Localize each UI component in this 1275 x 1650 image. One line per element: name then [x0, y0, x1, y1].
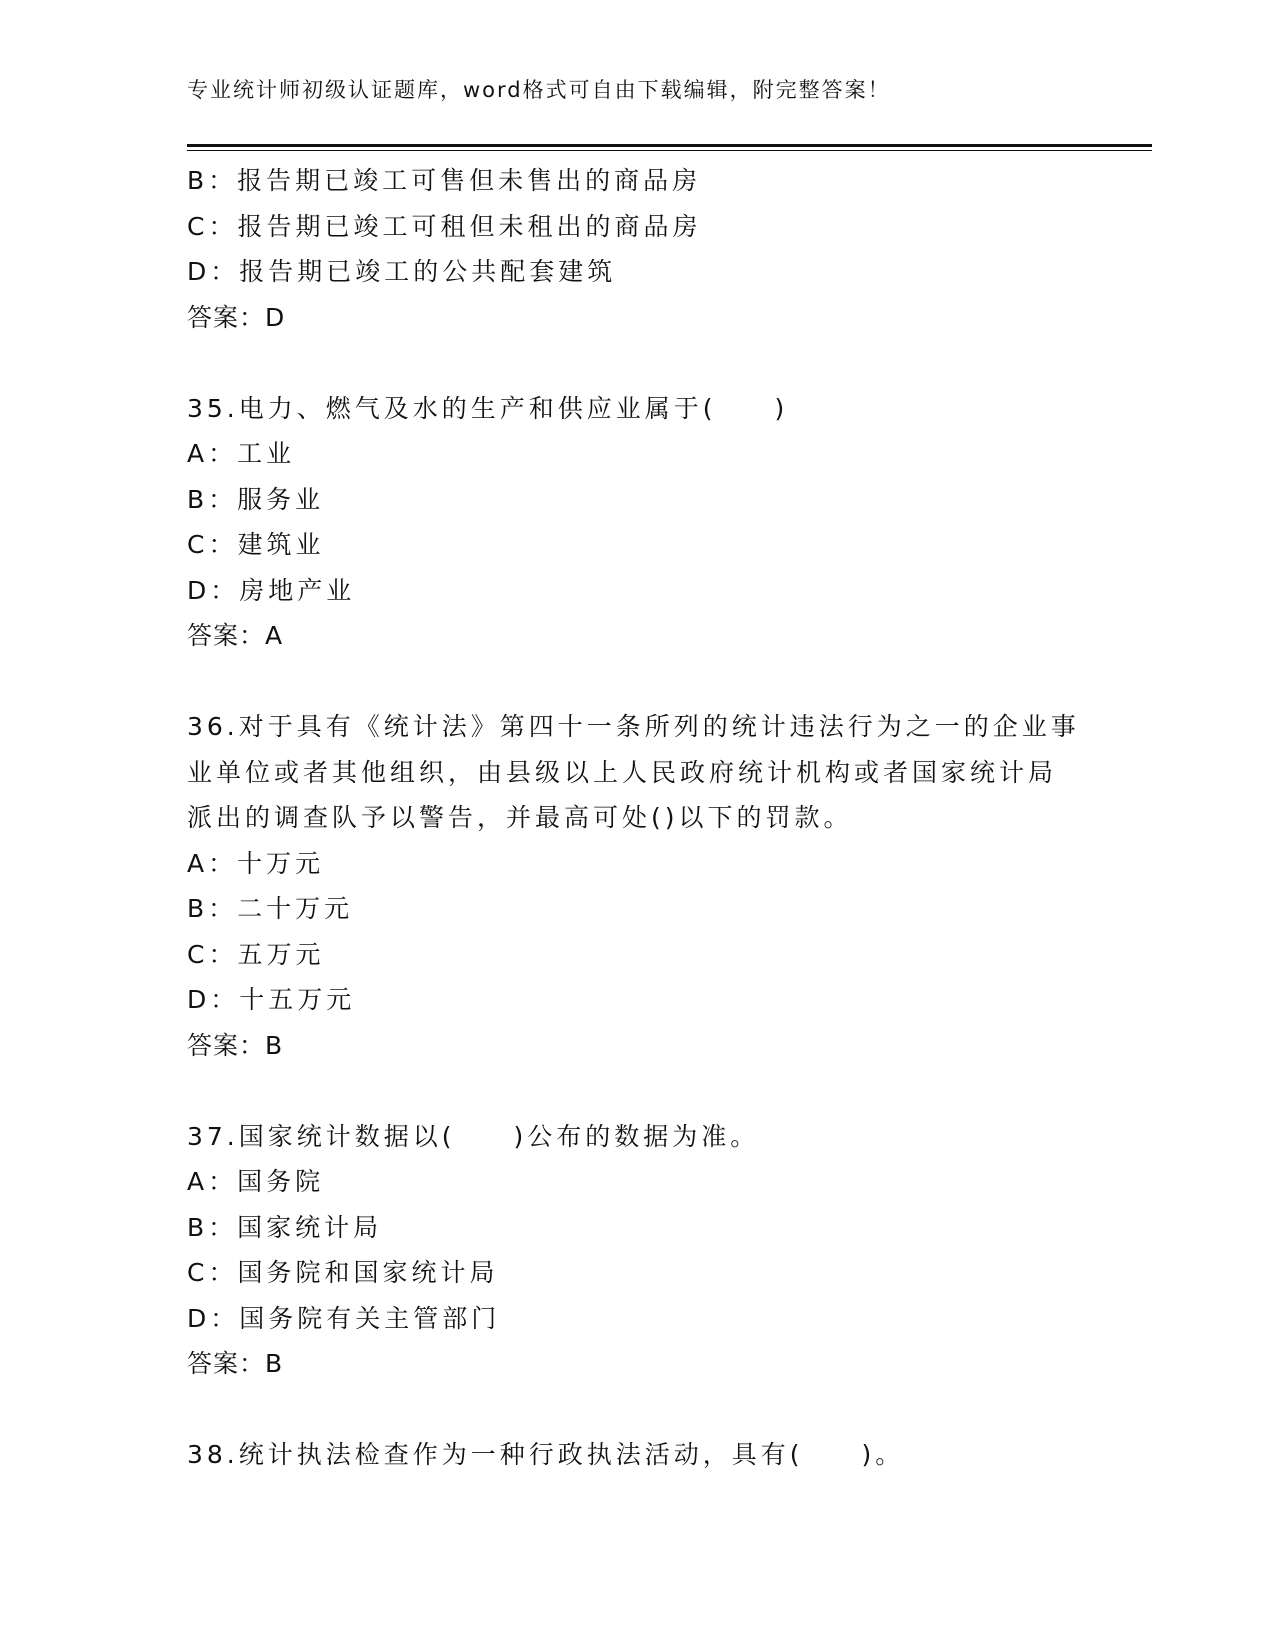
option-d: D：房地产业 — [187, 575, 356, 605]
answer: 答案：B — [187, 1349, 284, 1378]
header-rule-thick — [187, 144, 1152, 147]
option-a: A：国务院 — [187, 1167, 325, 1196]
option-c: C：国务院和国家统计局 — [187, 1258, 499, 1287]
question-38 — [187, 1432, 1147, 1478]
page-header: 专业统计师初级认证题库，word格式可自由下载编辑，附完整答案！ — [187, 78, 891, 102]
option-b: B：报告期已竣工可售但未售出的商品房 — [187, 166, 702, 195]
question-35 — [187, 386, 1147, 659]
header-rule-thin — [187, 150, 1152, 151]
question-36 — [187, 704, 1147, 1068]
question-stem: 派出的调查队予以警告，并最高可处()以下的罚款。 — [187, 803, 853, 832]
answer: 答案：A — [187, 621, 284, 650]
question-stem: 38.统计执法检查作为一种行政执法活动，具有( )。 — [187, 1440, 905, 1469]
option-d: D：报告期已竣工的公共配套建筑 — [187, 257, 617, 286]
question-37 — [187, 1114, 1147, 1387]
question-content — [187, 158, 1147, 1478]
option-a: A：十万元 — [187, 848, 325, 878]
question-stem: 35.电力、燃气及水的生产和供应业属于( ) — [187, 393, 789, 423]
option-d: D：十五万元 — [187, 985, 356, 1014]
option-c: C：五万元 — [187, 939, 325, 969]
option-c: C：报告期已竣工可租但未租出的商品房 — [187, 211, 702, 241]
option-b: B：二十万元 — [187, 894, 354, 923]
option-b: B：服务业 — [187, 484, 325, 514]
answer: 答案：D — [187, 302, 286, 332]
option-d: D：国务院有关主管部门 — [187, 1303, 501, 1333]
option-b: B：国家统计局 — [187, 1212, 383, 1242]
question-stem: 37.国家统计数据以( )公布的数据为准。 — [187, 1121, 760, 1151]
question-34-continued — [187, 158, 1147, 340]
option-a: A：工业 — [187, 439, 296, 468]
answer: 答案：B — [187, 1030, 284, 1060]
question-stem: 业单位或者其他组织，由县级以上人民政府统计机构或者国家统计局 — [187, 757, 1058, 787]
option-c: C：建筑业 — [187, 530, 325, 559]
question-stem: 36.对于具有《统计法》第四十一条所列的统计违法行为之一的企业事 — [187, 712, 1080, 741]
